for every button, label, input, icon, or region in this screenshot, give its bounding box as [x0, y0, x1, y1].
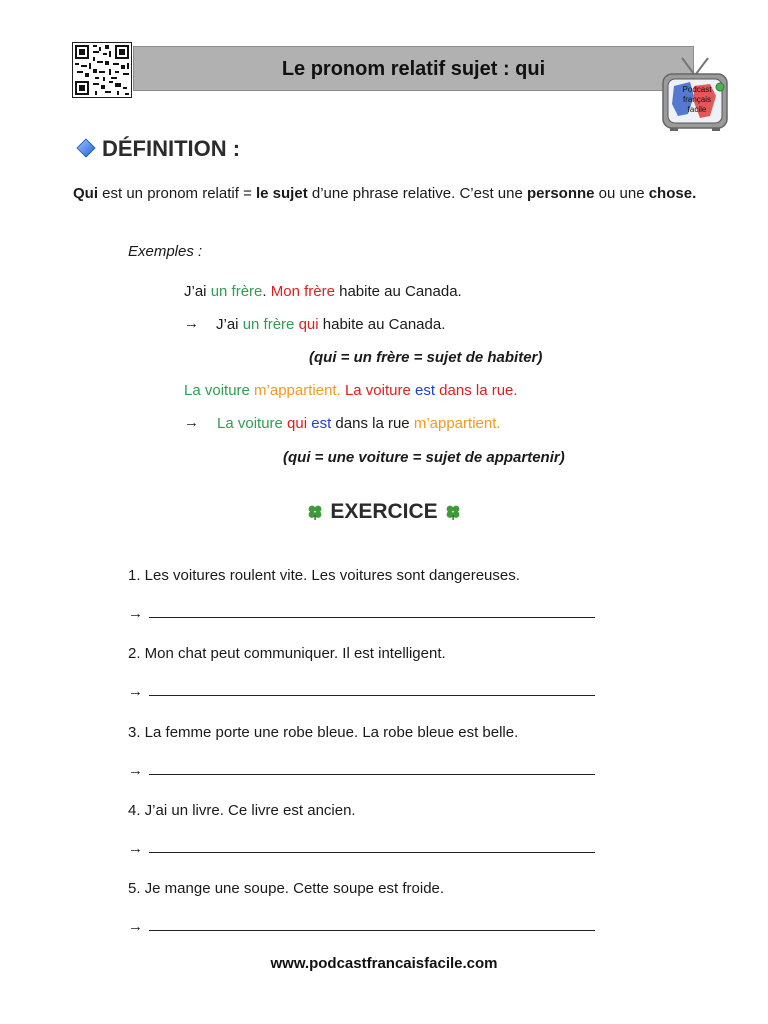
- exercise-question: 5. Je mange une soupe. Cette soupe est froide.: [128, 880, 445, 897]
- page-title: Le pronom relatif sujet : qui: [281, 58, 546, 80]
- podcast-logo: [660, 56, 730, 132]
- answer-line[interactable]: [128, 918, 595, 935]
- arrow-icon: →: [128, 762, 143, 779]
- answer-blank[interactable]: [149, 840, 595, 853]
- arrow-icon: →: [128, 840, 143, 857]
- definition-term: Qui: [73, 185, 98, 202]
- definition-emphasis: le sujet: [256, 185, 308, 202]
- example-result: [217, 415, 501, 432]
- answer-blank[interactable]: [149, 762, 595, 775]
- answer-line[interactable]: [128, 605, 595, 622]
- example-subject: La voiture: [344, 382, 411, 399]
- example-antecedent: un frère: [242, 316, 295, 333]
- logo-text-line: Podcast: [682, 85, 712, 94]
- relative-pronoun: qui: [287, 415, 308, 432]
- example-text: habite au Canada.: [334, 283, 462, 300]
- footer-url[interactable]: www.podcastfrancaisfacile.com: [270, 955, 498, 972]
- example-result: [216, 316, 445, 333]
- answer-blank[interactable]: [149, 605, 595, 618]
- example-verb: m’appartient.: [413, 415, 501, 432]
- example-text: J’ai: [216, 316, 243, 333]
- example-verb: est: [311, 415, 332, 432]
- qr-code-icon: [73, 43, 131, 97]
- example-verb: m’appartient.: [254, 382, 341, 399]
- answer-blank[interactable]: [149, 918, 595, 931]
- answer-line[interactable]: [128, 840, 595, 857]
- exercise-question: 3. La femme porte une robe bleue. La robe bleue est belle.: [128, 724, 519, 741]
- arrow-icon: →: [184, 315, 199, 332]
- exercise-question: 2. Mon chat peut communiquer. Il est intelligent.: [128, 645, 446, 662]
- definition-text-part: est un pronom relatif =: [98, 185, 256, 202]
- answer-line[interactable]: [128, 762, 595, 779]
- exercise-heading: [0, 500, 768, 524]
- example-text: dans la rue: [331, 415, 414, 432]
- clover-icon: [444, 503, 462, 521]
- answer-blank[interactable]: [149, 683, 595, 696]
- arrow-icon: →: [128, 605, 143, 622]
- example-complement: dans la rue.: [439, 382, 518, 399]
- arrow-icon: →: [128, 918, 143, 935]
- logo-text: [676, 85, 718, 115]
- exercise-question: 1. Les voitures roulent vite. Les voitures sont dangereuses.: [128, 567, 520, 584]
- qr-code: [72, 42, 132, 98]
- definition-text: [73, 184, 703, 203]
- example-text: J’ai: [184, 283, 211, 300]
- exercise-title: EXERCICE: [330, 500, 438, 523]
- example-sentence: [184, 283, 462, 300]
- example-note: (qui = une voiture = sujet de appartenir): [283, 449, 565, 466]
- clover-icon: [306, 503, 324, 521]
- diamond-icon: [76, 138, 96, 158]
- example-verb: est: [414, 382, 435, 399]
- definition-text-part: ou une: [594, 185, 649, 202]
- example-antecedent: un frère: [210, 283, 263, 300]
- definition-emphasis: chose.: [648, 185, 697, 202]
- logo-text-line: facile: [687, 105, 707, 114]
- arrow-icon: →: [184, 414, 199, 431]
- example-antecedent: La voiture: [217, 415, 283, 432]
- example-antecedent: La voiture: [184, 382, 250, 399]
- answer-line[interactable]: [128, 683, 595, 700]
- example-text: habite au Canada.: [318, 316, 446, 333]
- example-sentence: [184, 382, 518, 399]
- logo-text-line: français: [682, 95, 711, 104]
- example-subject: Mon frère: [270, 283, 335, 300]
- exercise-question: 4. J’ai un livre. Ce livre est ancien.: [128, 802, 356, 819]
- definition-text-part: d’une phrase relative. C’est une: [307, 185, 527, 202]
- example-text: .: [262, 283, 271, 300]
- example-note: (qui = un frère = sujet de habiter): [309, 349, 543, 366]
- definition-emphasis: personne: [526, 185, 595, 202]
- definition-heading: DÉFINITION :: [102, 136, 241, 161]
- relative-pronoun: qui: [298, 316, 319, 333]
- arrow-icon: →: [128, 683, 143, 700]
- examples-label: Exemples :: [128, 243, 203, 260]
